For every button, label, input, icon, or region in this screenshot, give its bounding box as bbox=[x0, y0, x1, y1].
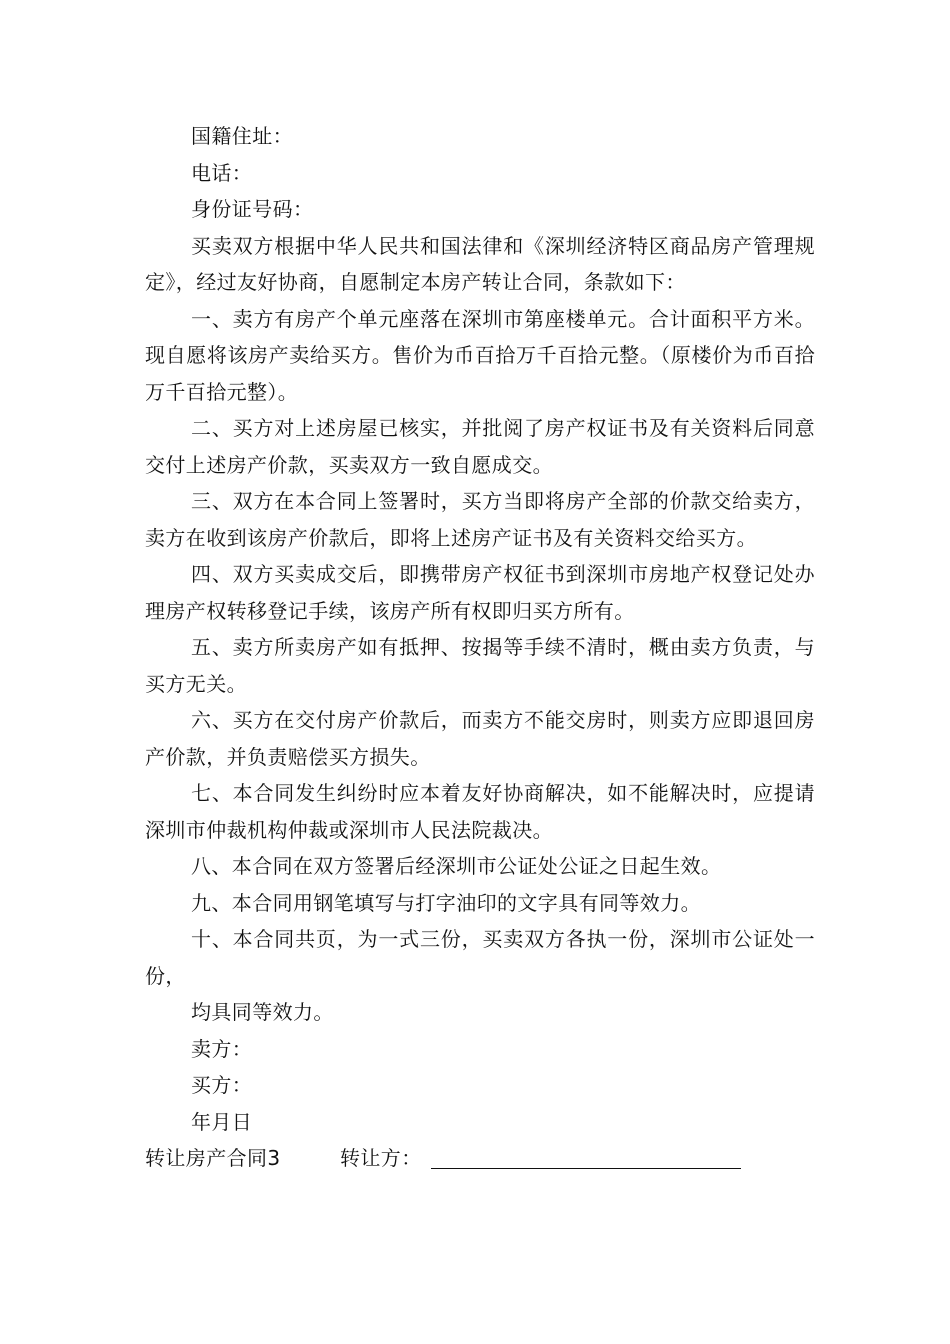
next-contract-header bbox=[145, 1140, 815, 1177]
clause-5: 五、卖方所卖房产如有抵押、按揭等手续不清时，概由卖方负责，与买方无关。 bbox=[145, 635, 815, 696]
transferor-label: 转让方： bbox=[340, 1146, 422, 1170]
document-body bbox=[145, 118, 815, 1177]
paragraph-nationality-address: 国籍住址： bbox=[191, 124, 293, 148]
paragraph-preamble: 买卖双方根据中华人民共和国法律和《深圳经济特区商品房产管理规定》，经过友好协商，自愿制定本房产转让合同，条款如下： bbox=[145, 233, 815, 294]
seller-signature-label: 卖方： bbox=[191, 1036, 253, 1061]
clause-1: 一、卖方有房产个单元座落在深圳市第座楼单元。合计面积平方米。现自愿将该房产卖给买方。售价为币百拾万千百拾元整。（原楼价为币百拾万千百拾元整）。 bbox=[145, 306, 815, 404]
next-contract-title: 转让房产合同3 bbox=[145, 1146, 281, 1170]
clause-3: 三、双方在本合同上签署时，买方当即将房产全部的价款交给卖方，卖方在收到该房产价款后，即将上述房产证书及有关资料交给买方。 bbox=[145, 489, 815, 550]
clause-4: 四、双方买卖成交后，即携带房产权征书到深圳市房地产权登记处办理房产权转移登记手续，该房产所有权即归买方所有。 bbox=[145, 562, 815, 623]
clause-10-continued: 均具同等效力。 bbox=[191, 1000, 334, 1024]
date-label: 年月日 bbox=[191, 1109, 253, 1134]
clause-9: 九、本合同用钢笔填写与打字油印的文字具有同等效力。 bbox=[191, 890, 701, 915]
transferor-blank-line bbox=[431, 1168, 741, 1169]
clause-10: 十、本合同共页，为一式三份，买卖双方各执一份，深圳市公证处一份， bbox=[145, 927, 815, 988]
clause-2: 二、买方对上述房屋已核实，并批阅了房产权证书及有关资料后同意交付上述房产价款，买卖双方一致自愿成交。 bbox=[145, 416, 815, 477]
clause-8: 八、本合同在双方签署后经深圳市公证处公证之日起生效。 bbox=[191, 854, 722, 878]
paragraph-phone: 电话： bbox=[191, 160, 253, 185]
buyer-signature-label: 买方： bbox=[191, 1073, 253, 1097]
clause-7: 七、本合同发生纠纷时应本着友好协商解决，如不能解决时，应提请深圳市仲裁机构仲裁或深圳市人民法院裁决。 bbox=[145, 781, 815, 842]
paragraph-id-number: 身份证号码： bbox=[191, 197, 314, 221]
clause-6: 六、买方在交付房产价款后，而卖方不能交房时，则卖方应即退回房产价款，并负责赔偿买方损失。 bbox=[145, 708, 815, 769]
